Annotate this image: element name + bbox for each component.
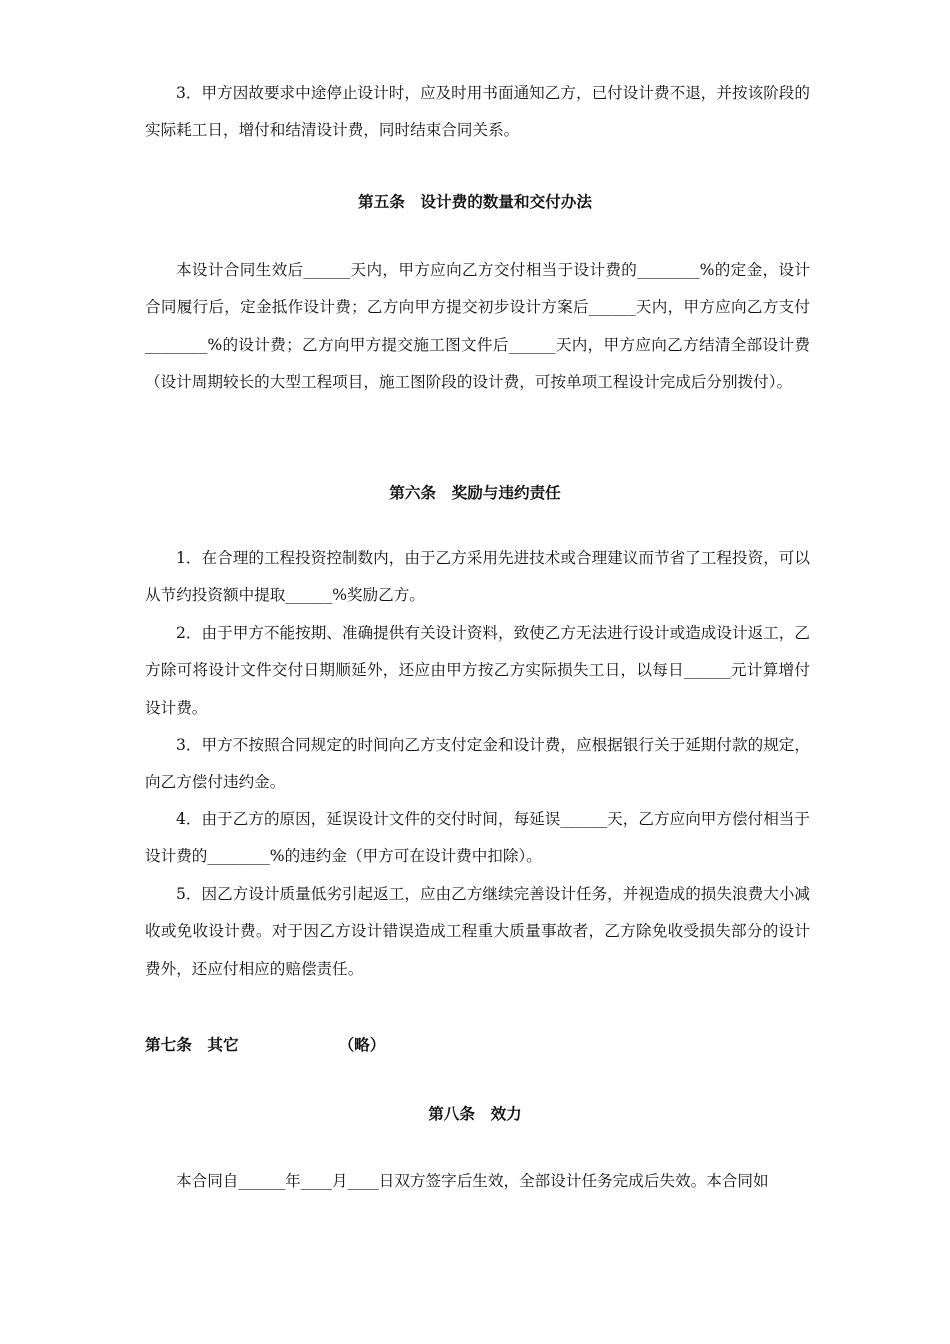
article7-heading [145,1033,385,1055]
article5-heading: 第五条 设计费的数量和交付办法 [358,193,592,211]
paragraph-article8: 本合同自______年____月____日双方签字后生效，全部设计任务完成后失效。本合同如 [176,1172,769,1190]
paragraph-article5: 本设计合同生效后______天内，甲方应向乙方交付相当于设计费的________%的定金，设计合同履行后，定金抵作设计费；乙方向甲方提交初步设计方案后______天内，甲方应向乙方支付________%的设计费；乙方向甲方提交施工图文件后______天内，甲方应向乙方结清全部设计费（设计周期较长的大型工程项目，施工图阶段的设计费，可按单项工程设计完成后分别拨付）。 [145,261,810,391]
paragraph-article6-item2: 2．由于甲方不能按期、准确提供有关设计资料，致使乙方无法进行设计或造成设计返工，乙方除可将设计文件交付日期顺延外，还应由甲方按乙方实际损失工日，以每日______元计算增付设计费。 [145,624,810,717]
paragraph-article6-item1: 1．在合理的工程投资控制数内，由于乙方采用先进技术或合理建议而节省了工程投资，可以从节约投资额中提取______%奖励乙方。 [145,549,810,605]
paragraph-article6-item3: 3．甲方不按照合同规定的时间向乙方支付定金和设计费，应根据银行关于延期付款的规定，向乙方偿付违约金。 [145,736,810,792]
paragraph-article4-item3: 3．甲方因故要求中途停止设计时，应及时用书面通知乙方，已付设计费不退，并按该阶段的实际耗工日，增付和结清设计费，同时结束合同关系。 [145,84,810,140]
article7-title: 第七条 其它 [145,1036,239,1054]
paragraph-article6-item5: 5．因乙方设计质量低劣引起返工，应由乙方继续完善设计任务，并视造成的损失浪费大小减收或免收设计费。对于因乙方设计错误造成工程重大质量事故者，乙方除免收受损失部分的设计费外，还应付相应的赔偿责任。 [145,885,810,978]
article6-heading: 第六条 奖励与违约责任 [389,484,561,502]
paragraph-article6-item4: 4．由于乙方的原因，延误设计文件的交付时间，每延误______天，乙方应向甲方偿付相当于设计费的________%的违约金（甲方可在设计费中扣除）。 [145,810,810,866]
article8-heading: 第八条 效力 [428,1105,522,1123]
article7-note: （略） [338,1036,386,1054]
